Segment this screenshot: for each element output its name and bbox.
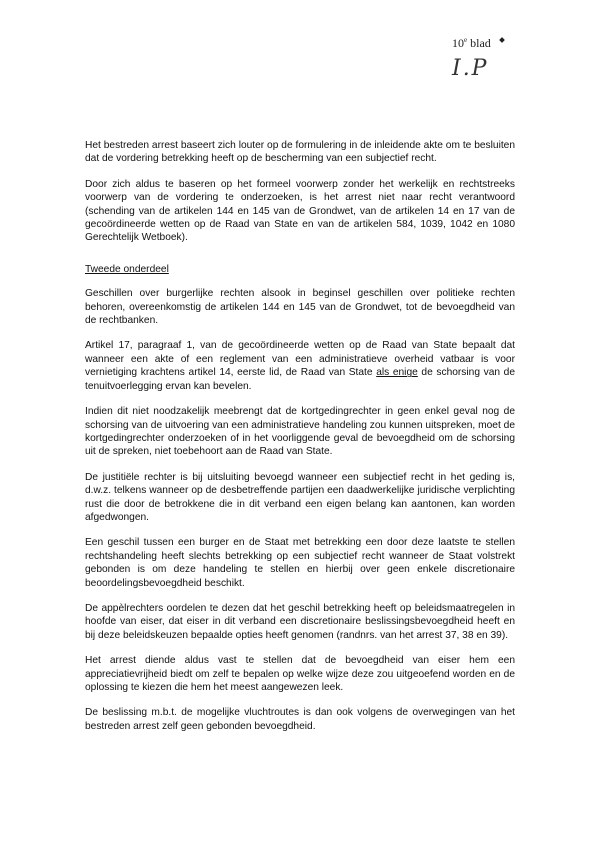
paragraph: Het arrest diende aldus vast te stellen dat de bevoegdheid van eiser hem een appreciatievrijheid biedt om zelf te bepalen op welke wijze deze zou uitgeoefend worden en de oplossing te kiezen die hem het meest aangewezen leek.	[85, 655, 515, 693]
section-heading: Tweede onderdeel	[85, 263, 169, 275]
paragraph: Een geschil tussen een burger en de Staat met betrekking een door deze laatste te stellen rechtshandeling heeft slechts betrekking op een subjectief recht wanneer de Staat volstrekt gebonden is om deze handeling te stellen en hierbij over geen enkele discretionaire beoordelingsbevoegdheid beschikt.	[85, 537, 515, 589]
page-number-marker	[452, 36, 491, 51]
article-17-emphasis: als enige	[376, 367, 418, 379]
paragraph: Geschillen over burgerlijke rechten alsook in beginsel geschillen over politieke rechten behoren, overeenkomstig de artikelen 144 en 145 van de Grondwet, tot de bevoegdheid van de rechtbanken.	[85, 288, 515, 327]
paragraph: Door zich aldus te baseren op het formeel voorwerp zonder het werkelijk en rechtstreeks voorwerp van de vordering te onderzoeken, is het arrest niet naar recht verantwoord (schending van de artikelen 144 en 145 van de Grondwet, van de artikelen 14 en 17 van de gecoördineerde wetten op de Raad van State en van de artikelen 584, 1039, 1042 en 1080 Gerechtelijk Wetboek).	[85, 178, 515, 244]
paragraph: De appèlrechters oordelen te dezen dat het geschil betrekking heeft op beleidsmaatregelen in hoofde van eiser, dat eiser in dit verband een discretionaire beslissingsbevoegdheid heeft en bij deze beleidskeuzen bepaalde opties heeft genomen (randnrs. van het arrest 37, 38 en 39).	[85, 602, 515, 641]
paragraph: Het bestreden arrest baseert zich louter op de formulering in de inleidende akte om te besluiten dat de vordering betrekking heeft op de bescherming van een subjectief recht.	[85, 140, 515, 165]
paragraph-article-17	[85, 339, 515, 393]
corner-mark	[499, 37, 505, 43]
paragraph: De beslissing m.b.t. de mogelijke vluchtroutes is dan ook volgens de overwegingen van het bestreden arrest zelf geen gebonden bevoegdheid.	[85, 707, 515, 732]
paragraph: De justitiële rechter is bij uitsluiting bevoegd wanneer een subjectief recht in het geding is, d.w.z. telkens wanneer op de desbetreffende partijen een daadwerkelijke juridische verplichting rust die door de betrokkene die in dit verband een eigen belang kan aantonen, kan worden afgedwongen.	[85, 471, 515, 523]
document-body	[85, 139, 515, 745]
page-word: blad	[470, 36, 491, 50]
article-17-text-before: Artikel 17, paragraaf 1, van de gecoördineerde wetten op de Raad van State bepaalt dat wanneer een akte of een reglement van een administratieve overheid vatbaar is voor vernietiging krachtens artikel 14, eerste lid, de Raad van State	[85, 340, 515, 379]
page-number: 10	[452, 36, 464, 50]
paragraph: Indien dit niet noodzakelijk meebrengt dat de kortgedingrechter in geen enkel geval nog de schorsing van de uitvoering van een administratieve handeling zou kunnen uitspreken, moet de kortgedingrechter onderzoeken of in het voorliggende geval de bevoegdheid om de schorsing uit de spreken, niet toebehoort aan de Raad van State.	[85, 406, 515, 458]
page-number-suffix: e	[464, 36, 468, 44]
handwritten-initials: I.P	[452, 56, 489, 81]
article-17-text-after: de schorsing van de tenuitvoerlegging ervan kan bevelen.	[85, 367, 516, 392]
